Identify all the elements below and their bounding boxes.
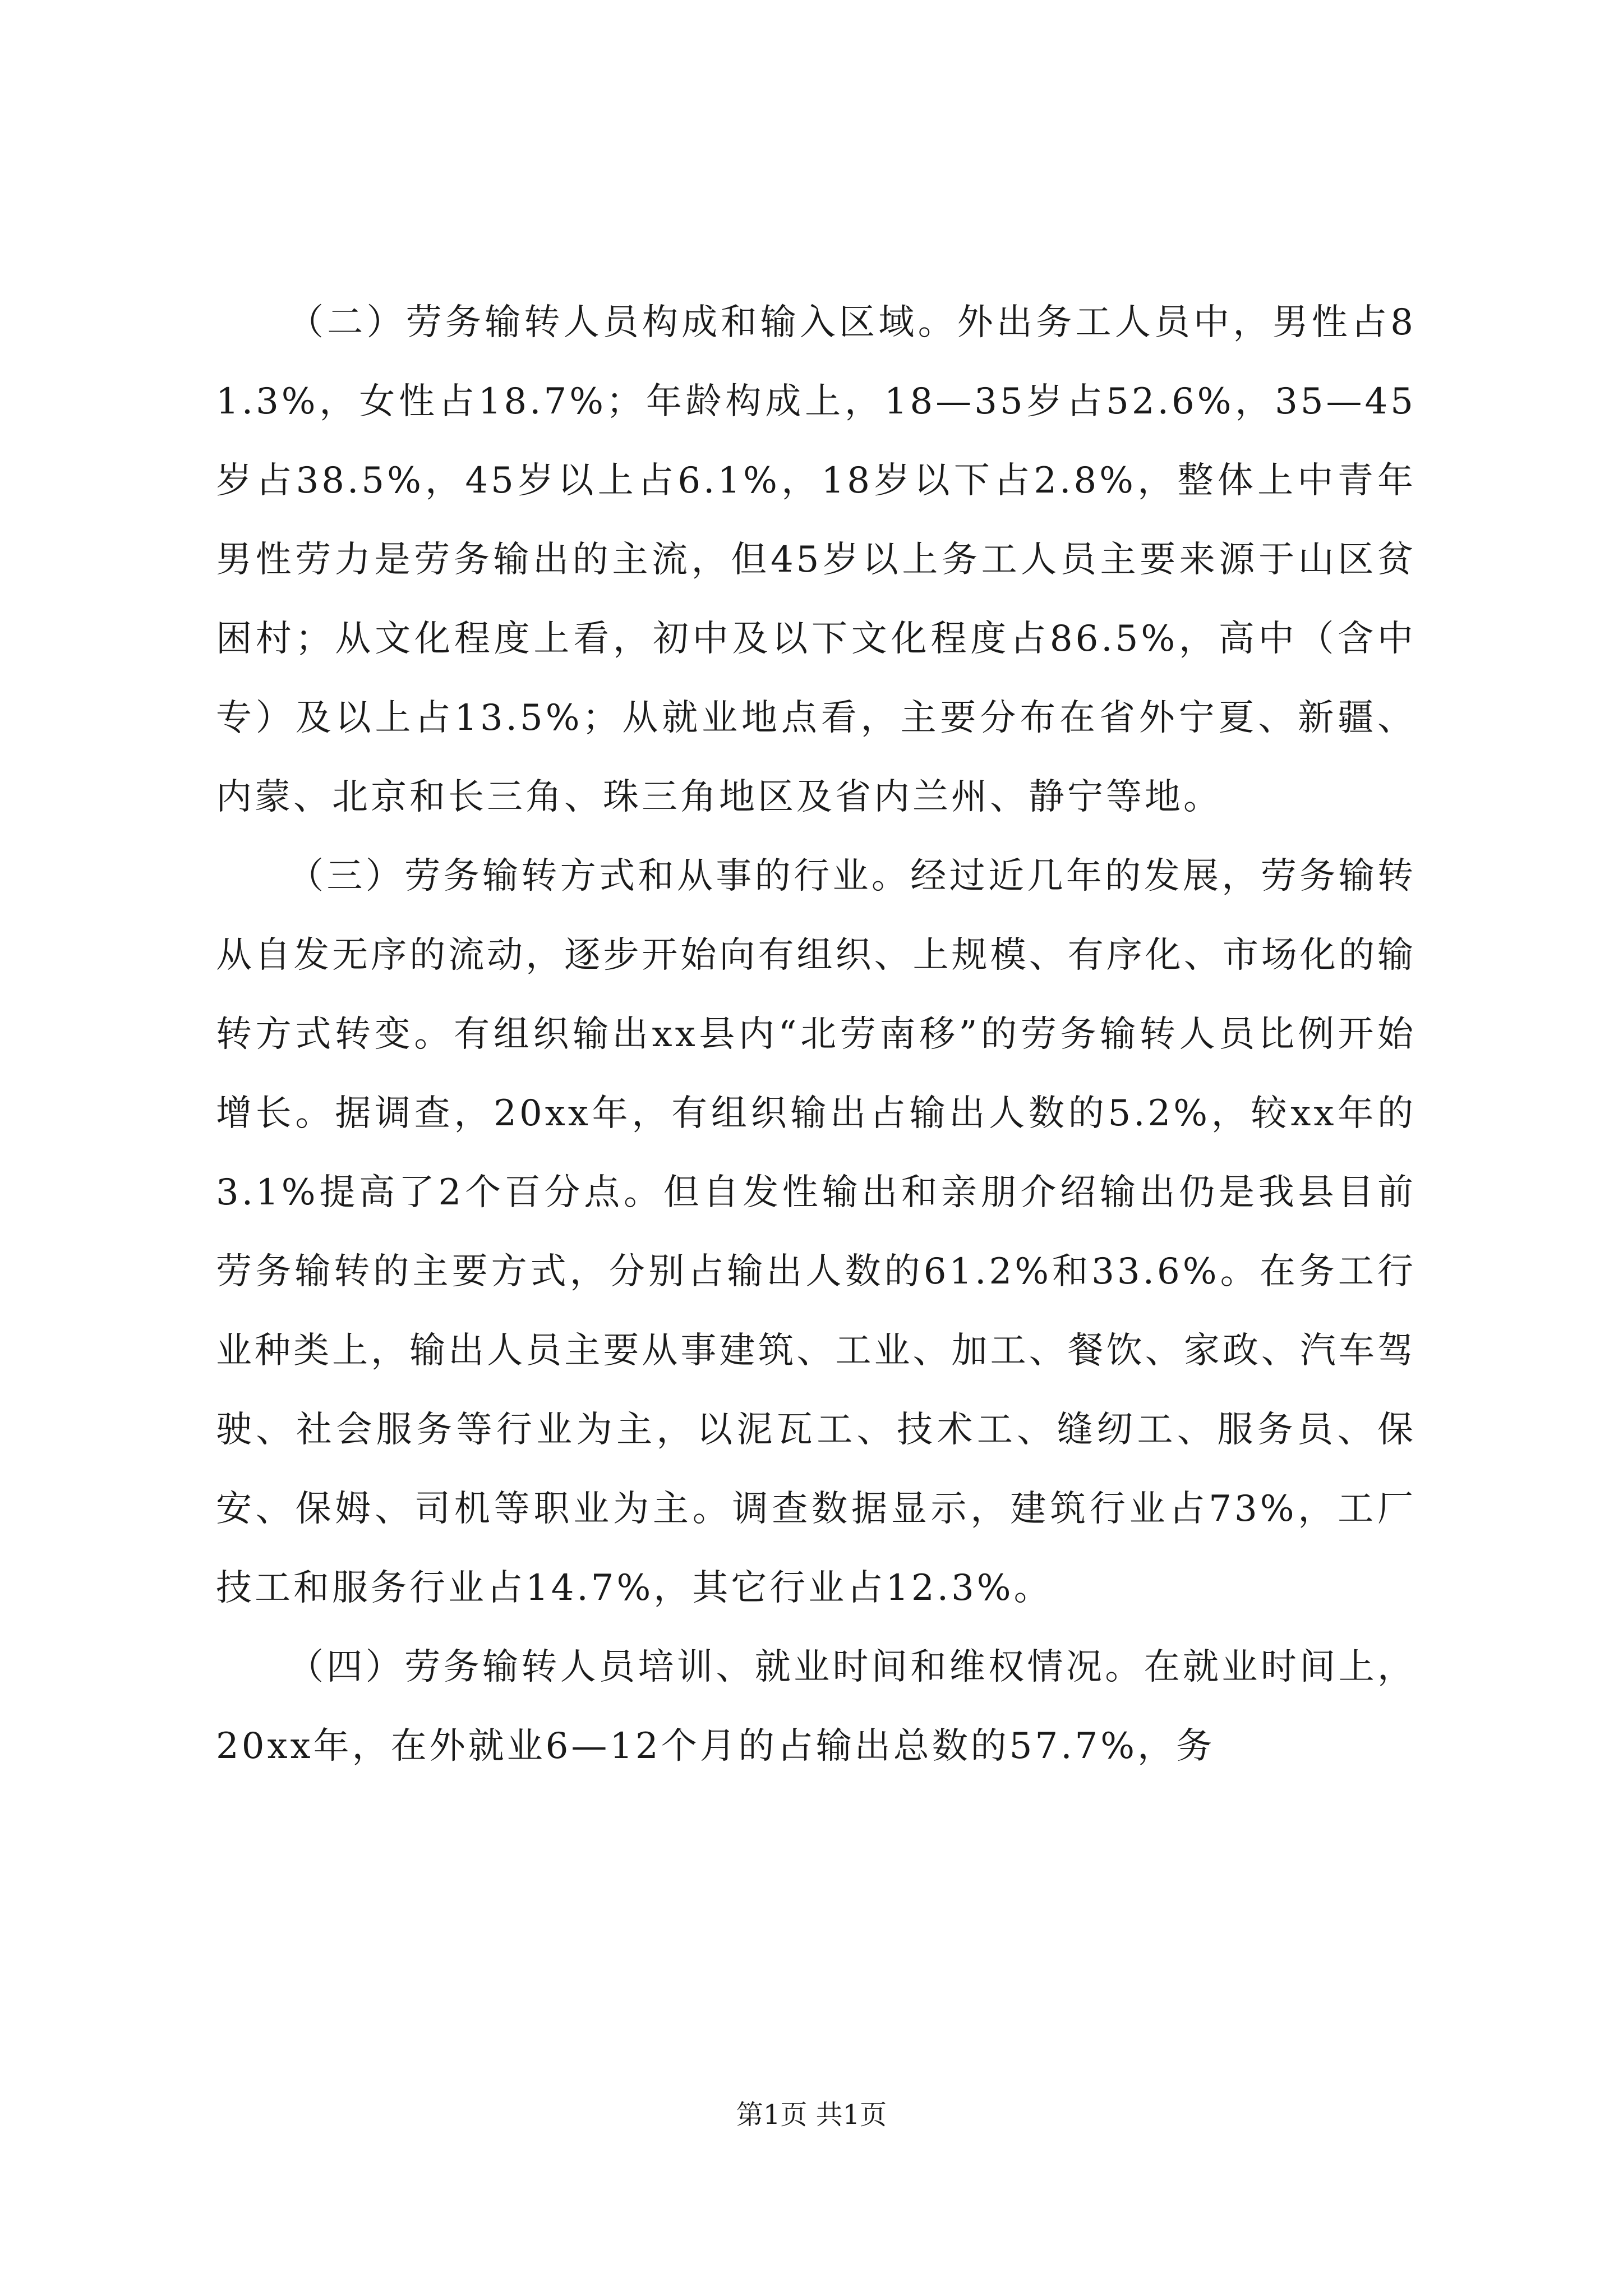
paragraph-section-2: （二）劳务输转人员构成和输入区域。外出务工人员中，男性占81.3%，女性占18.7%；年龄构成上，18—35岁占52.6%，35—45岁占38.5%，45岁以上占6.1%，18岁以下占2.8%，整体上中青年男性劳力是劳务输出的主流，但45岁以上务工人员主要来源于山区贫困村；从文化程度上看，初中及以下文化程度占86.5%，高中（含中专）及以上占13.5%；从就业地点看，主要分布在省外宁夏、新疆、内蒙、北京和长三角、珠三角地区及省内兰州、静宁等地。	[216, 302, 1416, 818]
page-footer: 第1页 共1页	[736, 2099, 887, 2131]
paragraph-section-3: （三）劳务输转方式和从事的行业。经过近几年的发展，劳务输转从自发无序的流动，逐步开始向有组织、上规模、有序化、市场化的输转方式转变。有组织输出xx县内“北劳南移”的劳务输转人员比例开始增长。据调查，20xx年，有组织输出占输出人数的5.2%，较xx年的3.1%提高了2个百分点。但自发性输出和亲朋介绍输出仍是我县目前劳务输转的主要方式，分别占输出人数的61.2%和33.6%。在务工行业种类上，输出人员主要从事建筑、工业、加工、餐饮、家政、汽车驾驶、社会服务等行业为主，以泥瓦工、技术工、缝纫工、服务员、保安、保姆、司机等职业为主。调查数据显示，建筑行业占73%，工厂技工和服务行业占14.7%，其它行业占12.3%。	[216, 855, 1416, 1609]
document-body	[216, 283, 1416, 1786]
paragraph-section-4: （四）劳务输转人员培训、就业时间和维权情况。在就业时间上，20xx年，在外就业6—12个月的占输出总数的57.7%，务	[216, 1646, 1416, 1767]
